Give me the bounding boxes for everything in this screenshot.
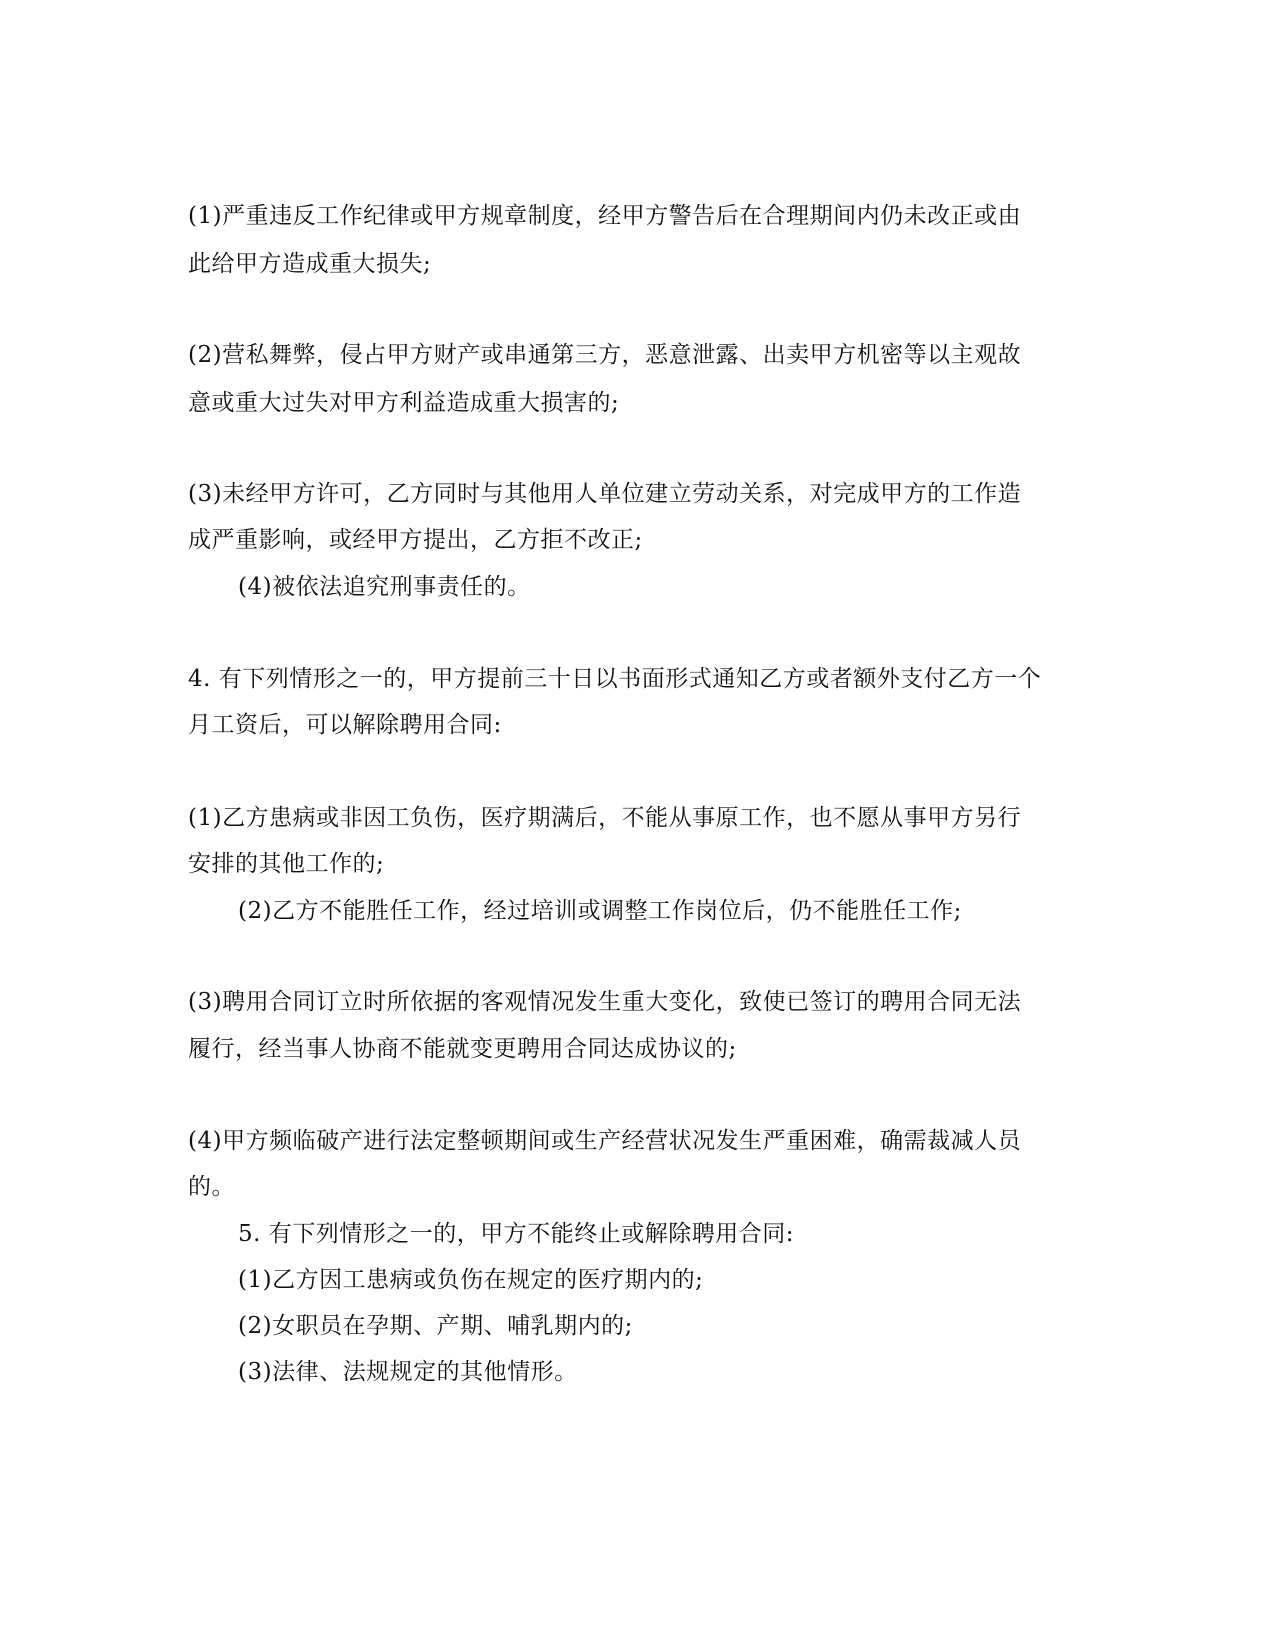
text-line: (1)乙方因工患病或负伤在规定的医疗期内的;	[238, 1267, 704, 1293]
text-line: (3)法律、法规规定的其他情形。	[238, 1359, 578, 1385]
text-line: (2)营私舞弊，侵占甲方财产或串通第三方，恶意泄露、出卖甲方机密等以主观故	[188, 342, 1022, 368]
text-line: (4)被依法追究刑事责任的。	[238, 574, 531, 600]
text-line: 意或重大过失对甲方利益造成重大损害的;	[188, 390, 620, 416]
text-line: 成严重影响，或经甲方提出，乙方拒不改正;	[188, 527, 643, 553]
text-line: 4. 有下列情形之一的，甲方提前三十日以书面形式通知乙方或者额外支付乙方一个	[188, 666, 1042, 692]
text-line: (4)甲方频临破产进行法定整顿期间或生产经营状况发生严重困难，确需裁减人员	[188, 1128, 1022, 1154]
text-line: 履行，经当事人协商不能就变更聘用合同达成协议的;	[188, 1036, 737, 1062]
text-line: (1)严重违反工作纪律或甲方规章制度，经甲方警告后在合理期间内仍未改正或由	[188, 203, 1022, 229]
text-line: (3)未经甲方许可，乙方同时与其他用人单位建立劳动关系，对完成甲方的工作造	[188, 481, 1022, 507]
text-line: 安排的其他工作的;	[188, 851, 385, 877]
text-line: 此给甲方造成重大损失;	[188, 251, 432, 277]
text-line: (3)聘用合同订立时所依据的客观情况发生重大变化，致使已签订的聘用合同无法	[188, 989, 1022, 1015]
text-line: (2)乙方不能胜任工作，经过培训或调整工作岗位后，仍不能胜任工作;	[238, 898, 962, 924]
text-line: 月工资后，可以解除聘用合同:	[188, 712, 502, 738]
text-line: 的。	[188, 1174, 235, 1200]
text-line: (1)乙方患病或非因工负伤，医疗期满后，不能从事原工作，也不愿从事甲方另行	[188, 805, 1022, 831]
text-line: 5. 有下列情形之一的，甲方不能终止或解除聘用合同:	[238, 1221, 795, 1247]
text-line: (2)女职员在孕期、产期、哺乳期内的;	[238, 1313, 633, 1339]
